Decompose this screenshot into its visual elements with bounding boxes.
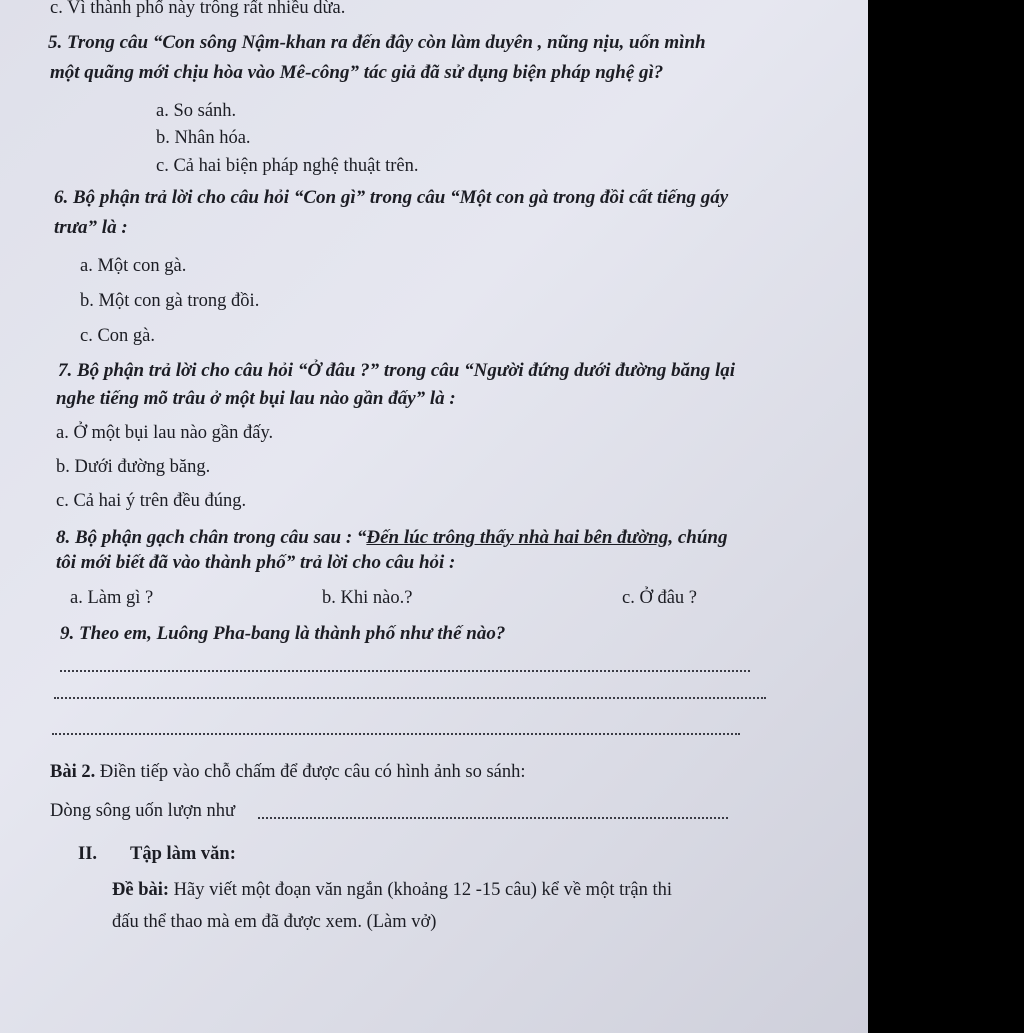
- question-7-line-1: 7. Bộ phận trả lời cho câu hỏi “Ở đâu ?” trong câu “Người đứng dưới đường băng lại: [58, 360, 736, 381]
- question-6-option-a: a. Một con gà.: [80, 256, 187, 276]
- essay-prompt-text: Hãy viết một đoạn văn ngắn (khoảng 12 -15 câu) kể về một trận thi: [169, 880, 673, 900]
- question-7-option-c: c. Cả hai ý trên đều đúng.: [56, 491, 247, 511]
- answer-line-1: [60, 670, 750, 672]
- answer-line-2: [54, 697, 766, 699]
- question-5-line-1: 5. Trong câu “Con sông Nậm-khan ra đến đây còn làm duyên , nũng nịu, uốn mình: [48, 32, 706, 53]
- section-2-title: Tập làm văn:: [130, 844, 236, 864]
- question-6-option-b: b. Một con gà trong đồi.: [80, 291, 260, 311]
- question-6-line-1: 6. Bộ phận trả lời cho câu hỏi “Con gì” trong câu “Một con gà trong đồi cất tiếng gáy: [54, 187, 729, 208]
- question-8-option-c: c. Ở đâu ?: [622, 588, 697, 608]
- question-8-intro: 8. Bộ phận gạch chân trong câu sau : “: [56, 527, 367, 548]
- question-5-option-a: a. So sánh.: [156, 101, 237, 121]
- question-7-option-a: a. Ở một bụi lau nào gần đấy.: [56, 423, 274, 443]
- exercise-2-answer-line: [258, 817, 728, 819]
- question-8-underlined-phrase: Đến lúc trông thấy nhà hai bên đường: [366, 527, 669, 548]
- option-c-previous: c. Vì thành phố này trông rất nhiều dừa.: [50, 0, 346, 18]
- background-edge: [868, 0, 1024, 1033]
- essay-prompt-line-1: [112, 878, 672, 902]
- question-8-line-2: tôi mới biết đã vào thành phố” trả lời cho câu hỏi :: [56, 552, 456, 573]
- question-6-option-c: c. Con gà.: [80, 326, 156, 346]
- question-6-line-2: trưa” là :: [54, 217, 128, 238]
- question-8-option-a: a. Làm gì ?: [70, 588, 154, 608]
- question-8-option-b: b. Khi nào.?: [322, 588, 413, 608]
- question-9-line-1: 9. Theo em, Luông Pha-bang là thành phố như thế nào?: [60, 623, 506, 644]
- question-5-option-b: b. Nhân hóa.: [156, 128, 251, 148]
- question-5-line-2: một quãng mới chịu hòa vào Mê-công” tác giả đã sử dụng biện pháp nghệ gì?: [50, 62, 664, 83]
- question-8-line-1: [56, 526, 727, 550]
- essay-prompt-line-2: đấu thể thao mà em đã được xem. (Làm vở): [112, 912, 437, 932]
- exercise-2-label: Bài 2.: [50, 762, 96, 782]
- question-7-line-2: nghe tiếng mõ trâu ở một bụi lau nào gần đấy” là :: [56, 388, 456, 409]
- answer-line-3: [52, 733, 740, 735]
- question-7-option-b: b. Dưới đường băng.: [56, 457, 211, 477]
- section-2-number: II.: [78, 844, 98, 864]
- question-5-option-c: c. Cả hai biện pháp nghệ thuật trên.: [156, 156, 419, 176]
- question-8-intro-end: , chúng: [668, 527, 728, 548]
- exercise-2-heading: [50, 760, 526, 784]
- exercise-2-prompt: Dòng sông uốn lượn như: [50, 801, 236, 821]
- essay-prompt-label: Đề bài:: [112, 880, 170, 900]
- exercise-2-instruction: Điền tiếp vào chỗ chấm để được câu có hình ảnh so sánh:: [95, 762, 526, 782]
